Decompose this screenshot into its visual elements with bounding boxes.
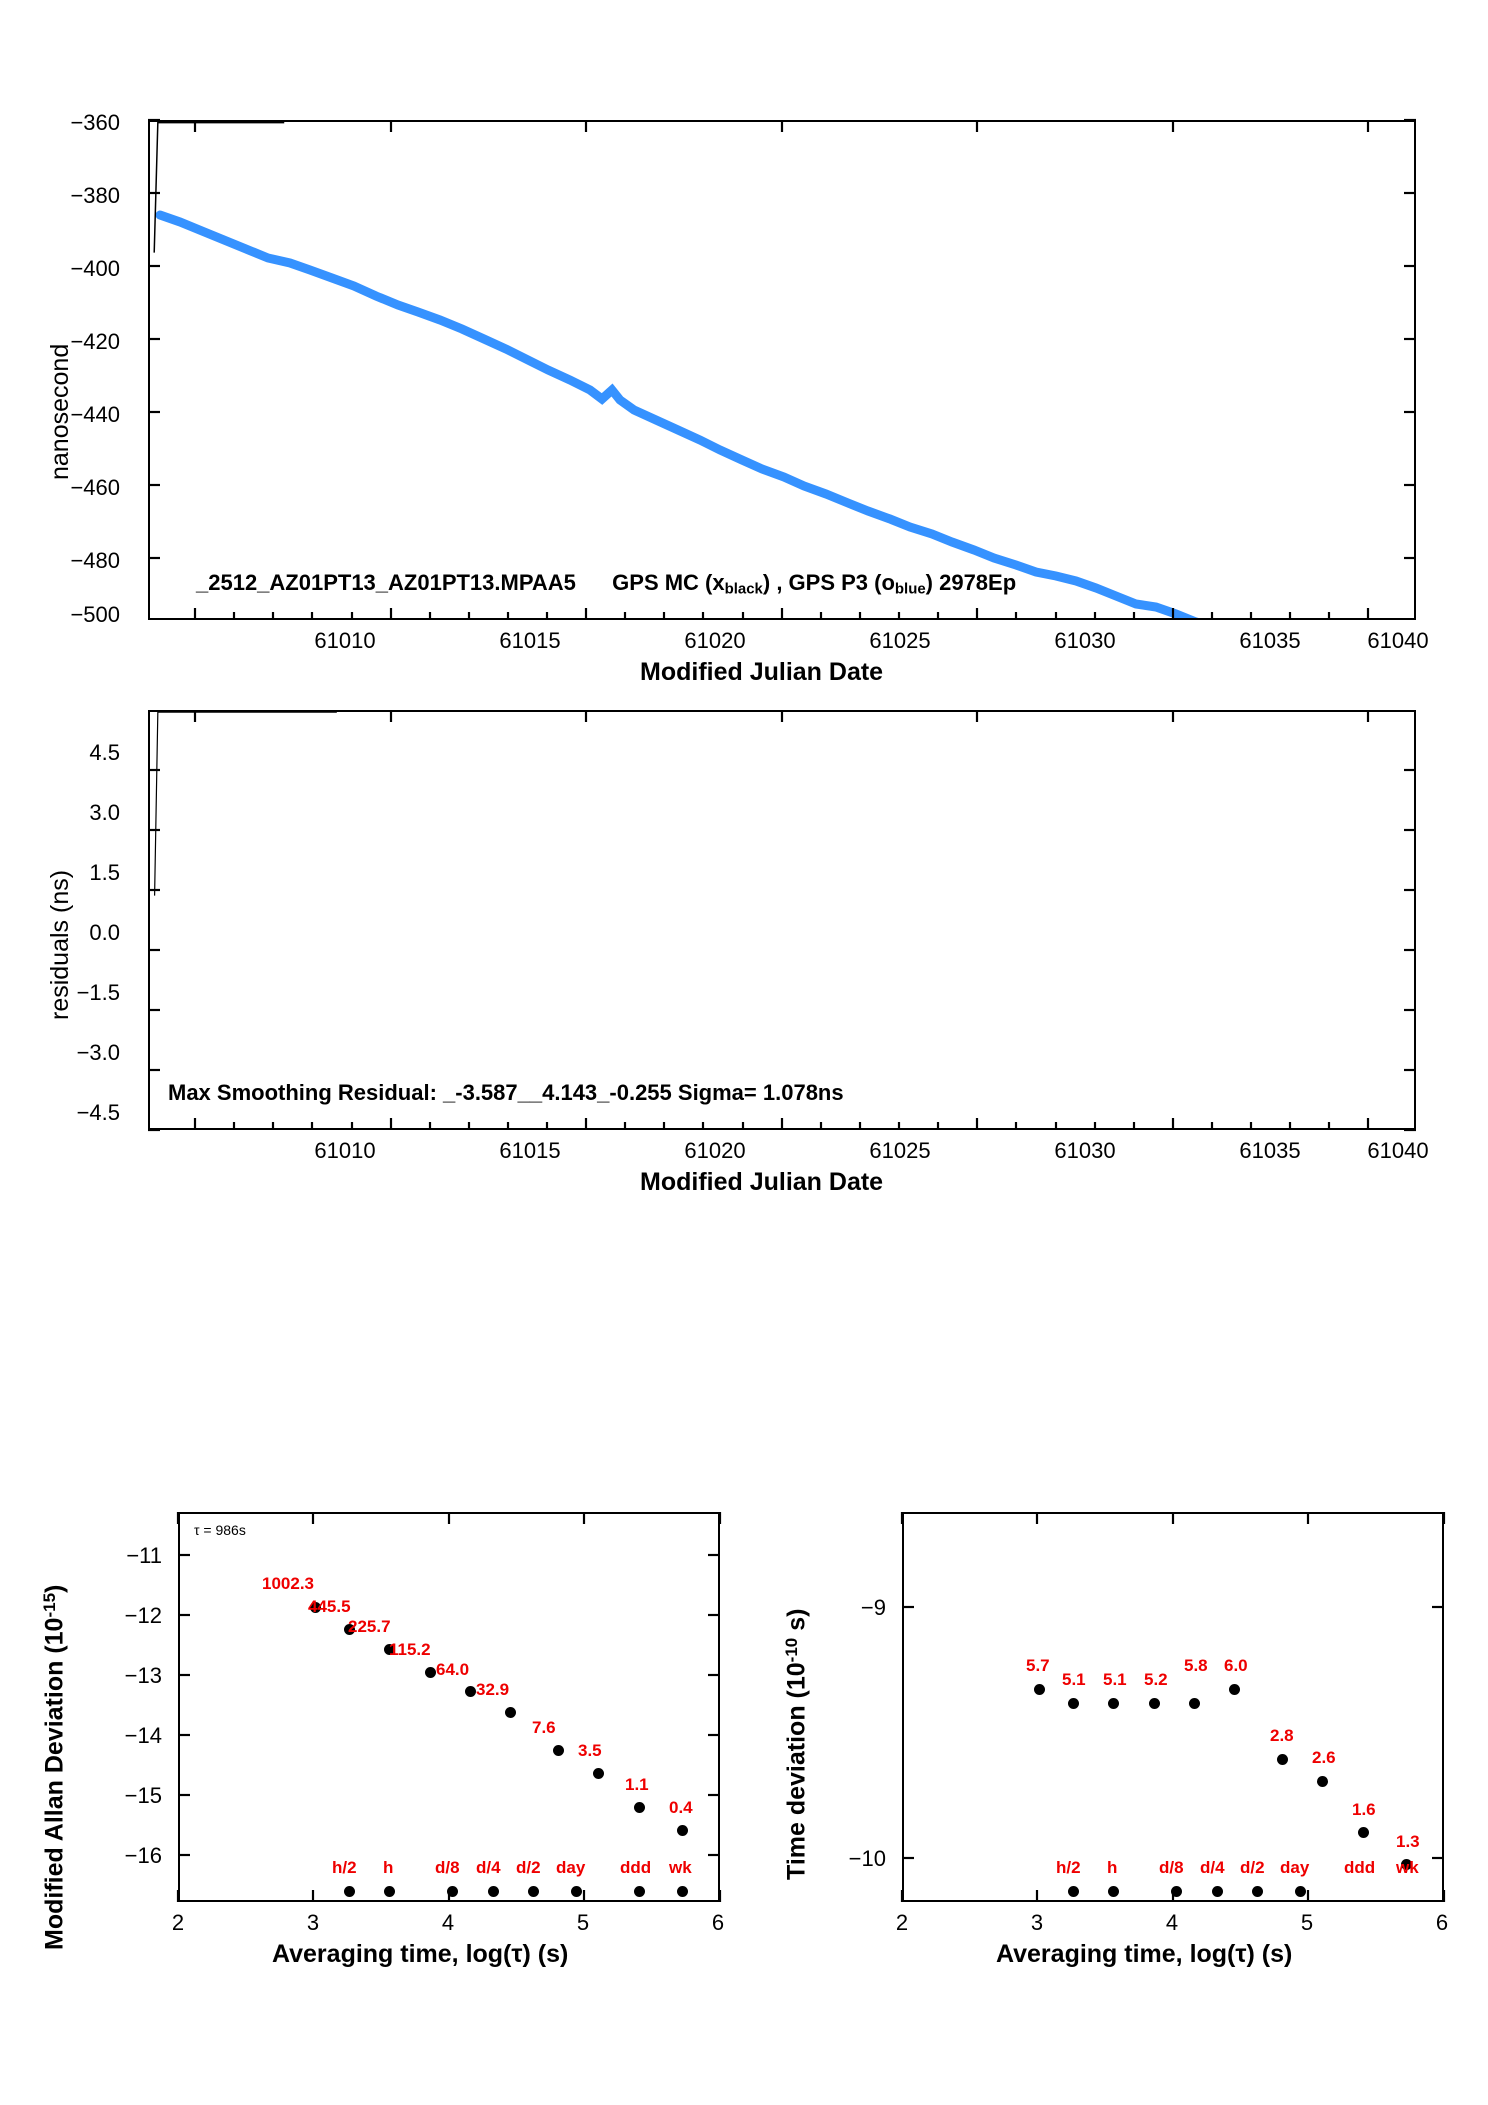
mdev-point-label: 115.2 (389, 1640, 431, 1659)
tdev-point-label: 2.8 (1270, 1726, 1294, 1745)
top-xlabel: Modified Julian Date (640, 658, 884, 686)
tdev-point (1189, 1698, 1200, 1709)
tdev-point (1277, 1754, 1288, 1765)
tdev-xtick-label: 3 (1030, 1910, 1044, 1935)
top-xtick-label: 61015 (499, 628, 561, 653)
tdev-point-label: 5.7 (1026, 1656, 1050, 1675)
mdev-xtick-label: 6 (711, 1910, 725, 1935)
mdev-tau-label: day (556, 1858, 586, 1877)
tdev-tau-label: day (1280, 1858, 1310, 1877)
mdev-tau-note: τ = 986s (194, 1522, 246, 1538)
mdev-tau-label: d/8 (435, 1858, 460, 1877)
tdev-xtick-label: 2 (895, 1910, 909, 1935)
middle-xtick-label: 61015 (499, 1138, 561, 1163)
mdev-tau-label: wk (669, 1858, 692, 1877)
mdev-ylabel-main: Modified Allan Deviation (10 (40, 1617, 69, 1950)
top-annotation-p3-sub: blue (894, 580, 926, 598)
tdev-point-label: 5.2 (1144, 1670, 1168, 1689)
mdev-point-label: 3.5 (578, 1741, 602, 1760)
tdev-point (1149, 1698, 1160, 1709)
mdev-point-label: 225.7 (348, 1617, 391, 1636)
tdev-floor-marker (1108, 1886, 1119, 1897)
mdev-ytick-label: −15 (124, 1783, 162, 1808)
tdev-tau-label: d/2 (1240, 1858, 1265, 1877)
mdev-tau-label: d/4 (476, 1858, 501, 1877)
tdev-floor-marker (1295, 1886, 1306, 1897)
tdev-point (1034, 1684, 1045, 1695)
top-ytick-label: −480 (70, 548, 120, 573)
middle-ytick-label: −1.5 (76, 980, 120, 1005)
middle-plot-frame (148, 710, 1416, 1130)
tdev-xtick-label: 4 (1165, 1910, 1179, 1935)
top-ytick-label: −400 (70, 256, 120, 281)
tdev-xlabel: Averaging time, log(τ) (s) (996, 1940, 1293, 1968)
tdev-tau-label: ddd (1344, 1858, 1376, 1877)
mdev-xlabel: Averaging time, log(τ) (s) (272, 1940, 569, 1968)
mdev-ytick-label: −14 (124, 1723, 162, 1748)
top-ytick-label: −420 (70, 329, 120, 354)
tdev-ytick-label: −9 (860, 1595, 886, 1620)
middle-annotation: Max Smoothing Residual: _-3.587__4.143_-0.255 Sigma= 1.078ns (168, 1080, 844, 1105)
tdev-point-label: 5.8 (1184, 1656, 1208, 1675)
tdev-point (1317, 1776, 1328, 1787)
mdev-plot-frame (178, 1512, 720, 1902)
mdev-floor-marker (344, 1886, 355, 1897)
top-annotation-mc: GPS MC (x (612, 570, 725, 595)
tdev-point-label: 5.1 (1103, 1670, 1127, 1689)
tdev-tau-label: d/8 (1159, 1858, 1184, 1877)
top-ylabel: nanosecond (46, 343, 74, 480)
tdev-point-label: 6.0 (1224, 1656, 1248, 1675)
mdev-point (593, 1768, 604, 1779)
tdev-point-label: 2.6 (1312, 1748, 1336, 1767)
mdev-point-label: 64.0 (436, 1660, 470, 1679)
top-annotation-end: ) 2978Ep (925, 570, 1017, 595)
mdev-point-label: 32.9 (476, 1680, 510, 1699)
middle-ytick-label: 4.5 (89, 740, 120, 765)
mdev-ylabel-close: ) (40, 1584, 69, 1593)
panel-residuals (0, 690, 1488, 1420)
mdev-point (553, 1745, 564, 1756)
panel-timeseries (0, 0, 1488, 690)
mdev-xtick-label: 5 (576, 1910, 590, 1935)
middle-plot-data (150, 712, 1414, 1128)
mdev-point (505, 1707, 516, 1718)
tdev-ylabel-close: s) (782, 1608, 811, 1638)
mdev-xtick-label: 4 (441, 1910, 455, 1935)
tdev-xtick-label: 6 (1435, 1910, 1449, 1935)
tdev-point-label: 5.1 (1062, 1670, 1086, 1689)
tdev-ylabel (782, 1609, 812, 1880)
tdev-point (1229, 1684, 1240, 1695)
top-ytick-label: −380 (70, 183, 120, 208)
mdev-floor-marker (488, 1886, 499, 1897)
mdev-ytick-label: −12 (124, 1603, 162, 1628)
top-xtick-label: 61010 (314, 628, 376, 653)
panel-tdev (744, 1440, 1488, 2105)
tdev-point-label: 1.3 (1396, 1832, 1420, 1851)
middle-xtick-label: 61040 (1367, 1138, 1429, 1163)
mdev-ytick-label: −13 (124, 1663, 162, 1688)
top-plot-frame (148, 120, 1416, 620)
top-annotation-mc-sub: black (724, 580, 763, 598)
mdev-point (465, 1686, 476, 1697)
tdev-xtick-label: 5 (1300, 1910, 1314, 1935)
top-annotation (196, 570, 1016, 598)
mdev-point-label: 1.1 (625, 1775, 649, 1794)
middle-xtick-label: 61035 (1239, 1138, 1301, 1163)
mdev-point-label: 0.4 (669, 1798, 693, 1817)
mdev-floor-marker (384, 1886, 395, 1897)
mdev-point (677, 1825, 688, 1836)
tdev-floor-marker (1252, 1886, 1263, 1897)
middle-ytick-label: 0.0 (89, 920, 120, 945)
middle-xtick-label: 61010 (314, 1138, 376, 1163)
tdev-point (1108, 1698, 1119, 1709)
tdev-ylabel-main: Time deviation (10 (782, 1662, 811, 1880)
mdev-tau-label: d/2 (516, 1858, 541, 1877)
tdev-point-label: 1.6 (1352, 1800, 1376, 1819)
tdev-ytick-label: −10 (848, 1846, 886, 1871)
mdev-floor-marker (677, 1886, 688, 1897)
mdev-ylabel-exp: -15 (40, 1592, 59, 1618)
top-ytick-label: −440 (70, 402, 120, 427)
top-xtick-label: 61020 (684, 628, 746, 653)
middle-ytick-label: −4.5 (76, 1100, 120, 1125)
middle-xtick-label: 61025 (869, 1138, 931, 1163)
mdev-xtick-label: 3 (306, 1910, 320, 1935)
middle-ytick-label: 3.0 (89, 800, 120, 825)
top-xtick-label: 61030 (1054, 628, 1116, 653)
top-ytick-label: −360 (70, 110, 120, 135)
middle-xtick-label: 61030 (1054, 1138, 1116, 1163)
mdev-floor-marker (571, 1886, 582, 1897)
top-xtick-label: 61040 (1367, 628, 1429, 653)
top-annotation-mid: ) , GPS P3 (o (762, 570, 895, 595)
middle-ytick-label: 1.5 (89, 860, 120, 885)
top-xtick-label: 61025 (869, 628, 931, 653)
top-ytick-label: −460 (70, 475, 120, 500)
mdev-tau-label: h (383, 1858, 394, 1877)
middle-xtick-label: 61020 (684, 1138, 746, 1163)
mdev-tau-label: ddd (620, 1858, 652, 1877)
middle-xlabel: Modified Julian Date (640, 1168, 884, 1196)
tdev-tau-label: h (1107, 1858, 1118, 1877)
tdev-floor-marker (1068, 1886, 1079, 1897)
mdev-point-label: 1002.3 (262, 1574, 314, 1593)
top-ytick-label: −500 (70, 602, 120, 627)
tdev-floor-marker (1212, 1886, 1223, 1897)
mdev-floor-marker (634, 1886, 645, 1897)
top-plot-data (150, 122, 1414, 618)
mdev-point-label: 7.6 (532, 1718, 556, 1737)
mdev-ytick-label: −16 (124, 1843, 162, 1868)
tdev-tau-label: h/2 (1056, 1858, 1081, 1877)
middle-ylabel: residuals (ns) (46, 869, 74, 1020)
top-xtick-label: 61035 (1239, 628, 1301, 653)
mdev-point (634, 1802, 645, 1813)
mdev-floor-marker (447, 1886, 458, 1897)
mdev-floor-marker (528, 1886, 539, 1897)
mdev-tau-label: h/2 (332, 1858, 357, 1877)
tdev-tau-label: wk (1396, 1858, 1419, 1877)
mdev-ylabel (40, 1585, 70, 1950)
tdev-tau-label: d/4 (1200, 1858, 1225, 1877)
tdev-floor-marker (1171, 1886, 1182, 1897)
mdev-ytick-label: −11 (126, 1543, 162, 1568)
mdev-point (425, 1667, 436, 1678)
mdev-point-label: 445.5 (308, 1597, 351, 1616)
tdev-point (1358, 1827, 1369, 1838)
mdev-xtick-label: 2 (171, 1910, 185, 1935)
panel-mdev (0, 1440, 760, 2105)
top-annotation-file: _2512_AZ01PT13_AZ01PT13.MPAA5 (196, 570, 576, 595)
middle-ytick-label: −3.0 (76, 1040, 120, 1065)
tdev-ylabel-exp: -10 (782, 1637, 801, 1663)
tdev-point (1068, 1698, 1079, 1709)
tdev-plot-frame (902, 1512, 1444, 1902)
